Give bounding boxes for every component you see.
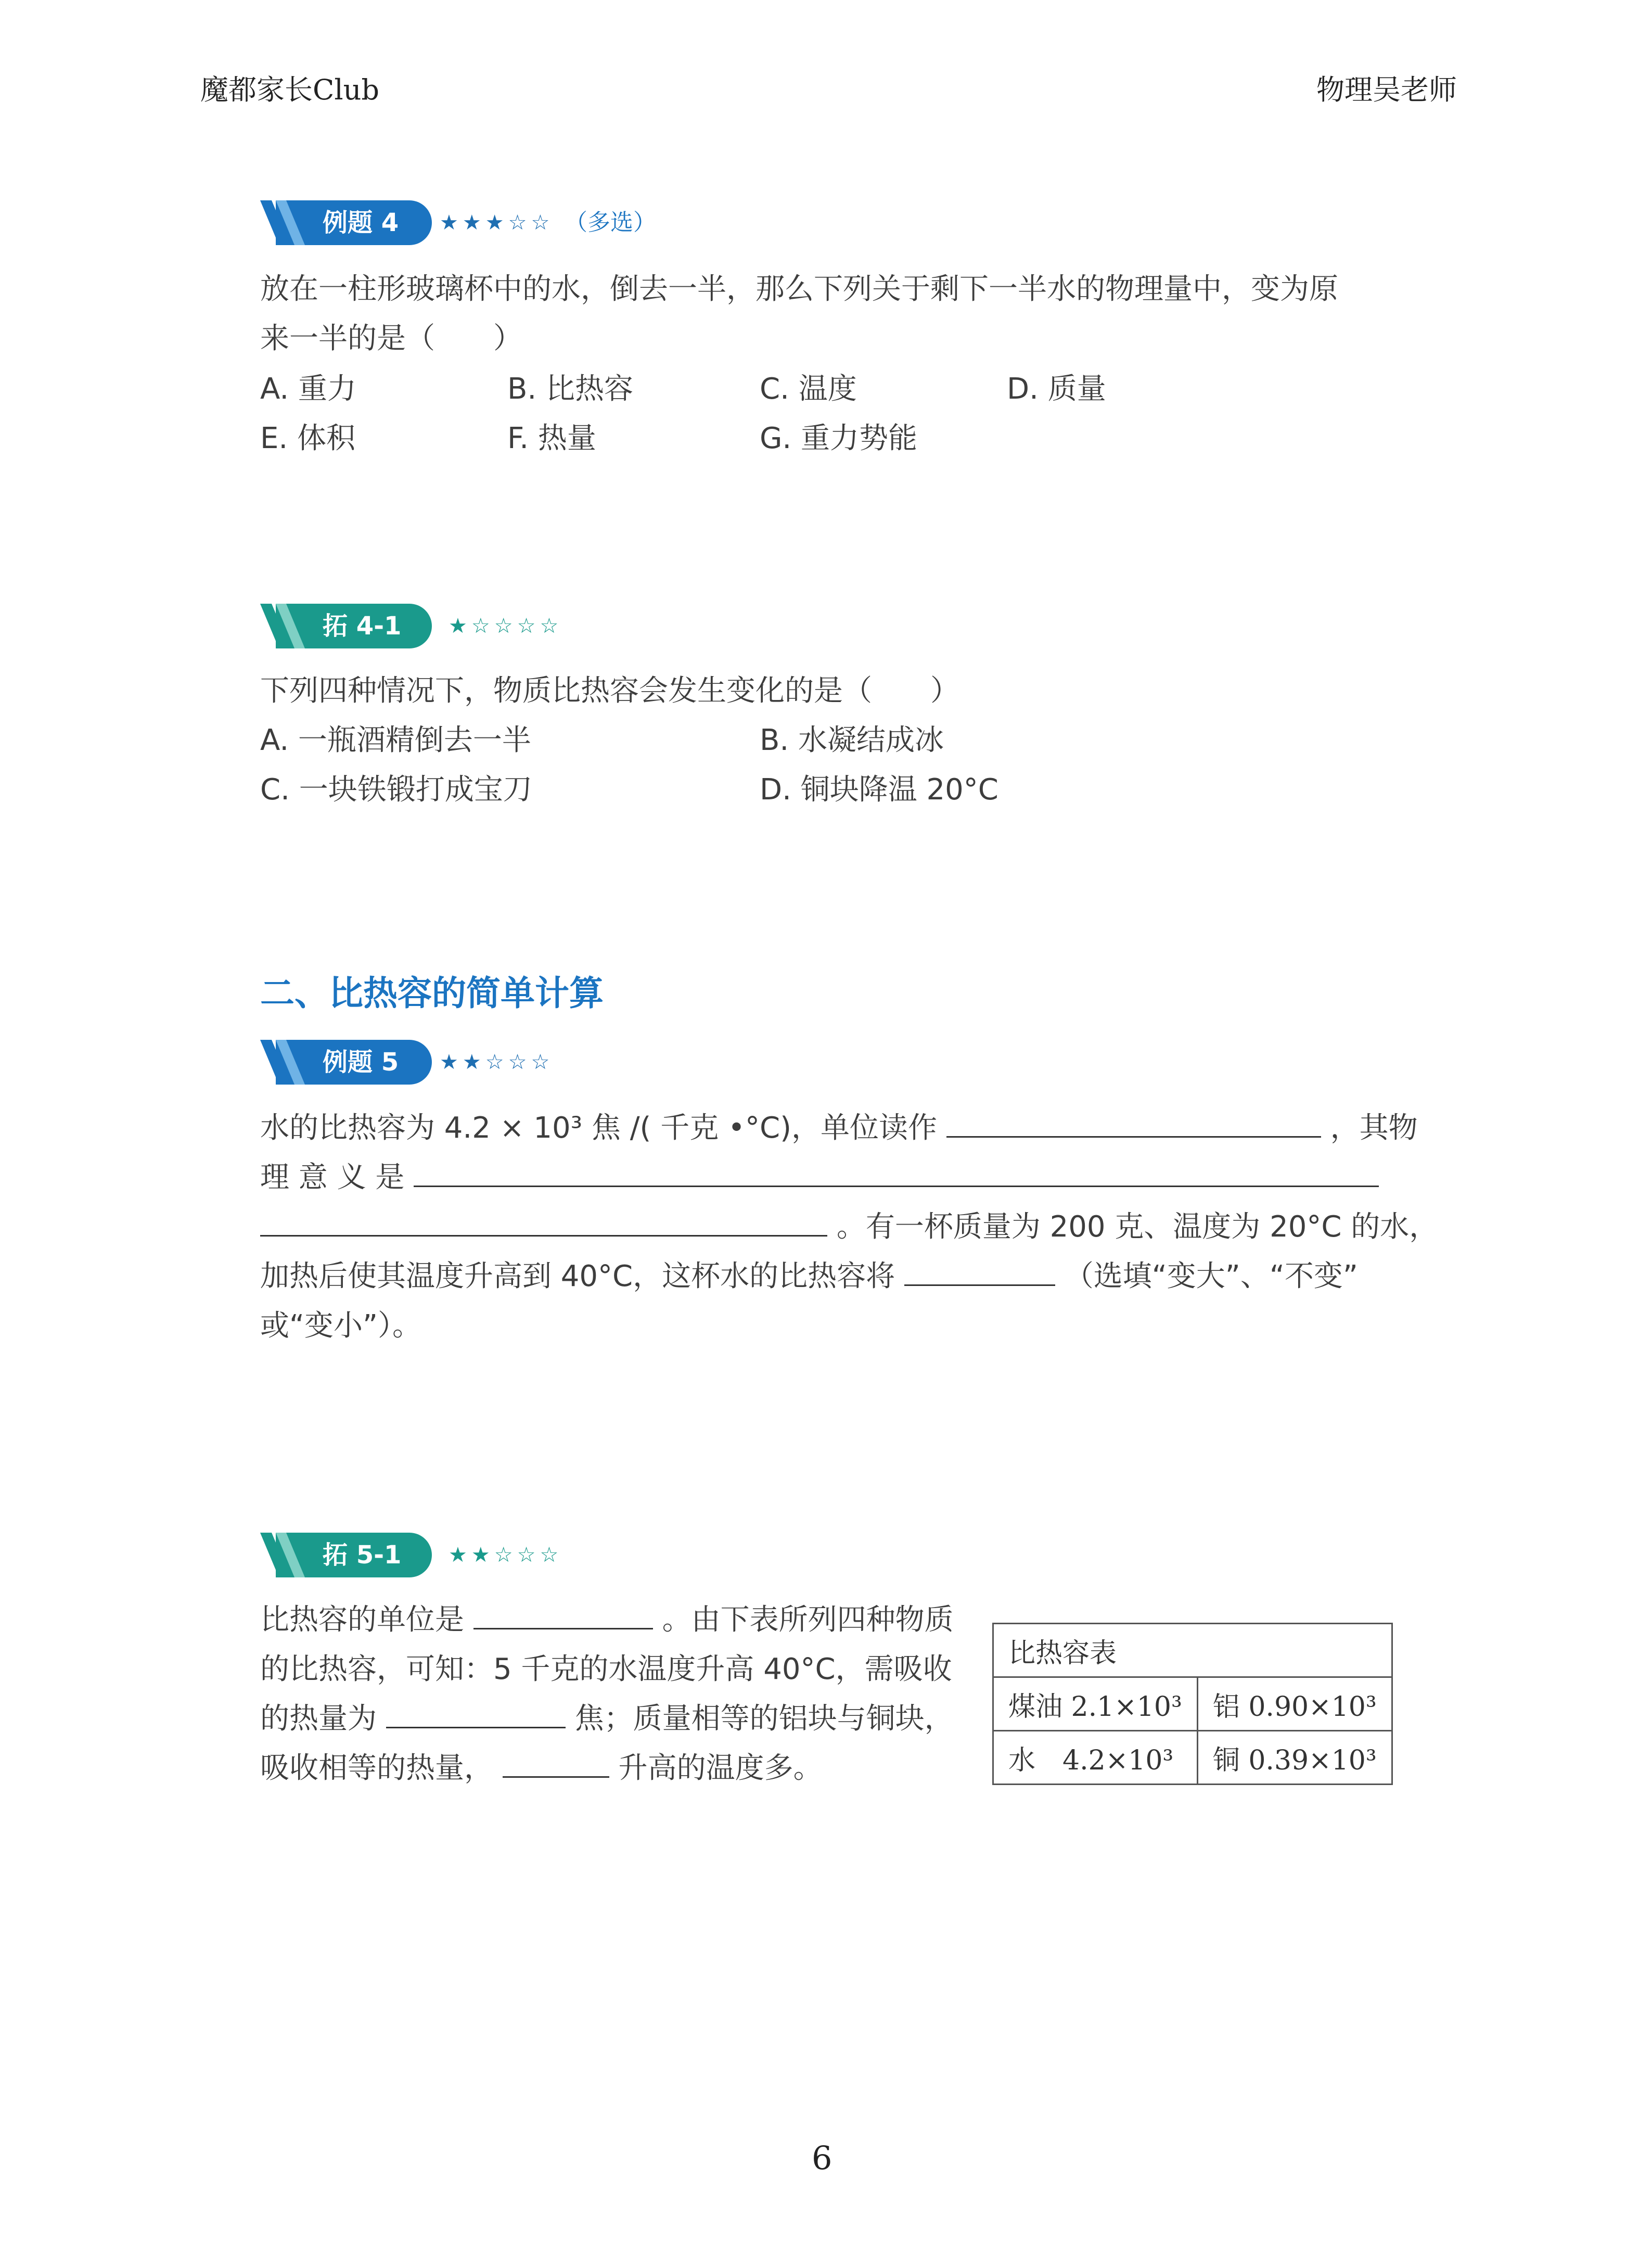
- question-text: 水的比热容为 4.2 × 10³ 焦 /( 千克 •°C)，单位读作: [260, 1111, 937, 1145]
- example-5-tag: [260, 1040, 432, 1085]
- tag-label: 拓 4-1: [323, 612, 402, 641]
- extension-4-1-tag: [260, 604, 432, 648]
- difficulty-stars: ★★★☆☆: [440, 211, 554, 235]
- option-d: D. 铜块降温 20°C: [760, 773, 998, 807]
- table-cell: 铜 0.39×10³: [1197, 1731, 1392, 1785]
- difficulty-stars: ★☆☆☆☆: [449, 614, 563, 638]
- answer-blank[interactable]: [946, 1105, 1321, 1138]
- header-left: 魔都家长Club: [200, 73, 379, 106]
- table-cell: 煤油 2.1×10³: [993, 1677, 1198, 1731]
- tag-label: 例题 5: [323, 1048, 399, 1077]
- question-line: [260, 1595, 954, 1645]
- question-text: 比热容的单位是: [260, 1603, 464, 1637]
- option-f: F. 热量: [507, 422, 596, 455]
- multi-select-note: （多选）: [565, 209, 656, 236]
- table-title: 比热容表: [993, 1624, 1392, 1677]
- answer-blank[interactable]: [503, 1745, 609, 1778]
- question-text: （选填“变大”、“不变”: [1064, 1259, 1358, 1293]
- question-text: 的比热容，可知：5 千克的水温度升高 40°C，需吸收: [260, 1652, 952, 1686]
- specific-heat-table: [992, 1623, 1393, 1785]
- question-line: [260, 1202, 1438, 1252]
- tag-label: 例题 4: [323, 208, 399, 237]
- option-g: G. 重力势能: [760, 422, 917, 455]
- answer-blank[interactable]: [386, 1696, 566, 1728]
- table-row: [993, 1731, 1392, 1785]
- question-text: 下列四种情况下，物质比热容会发生变化的是（ ）: [260, 674, 959, 708]
- question-text: 升高的温度多。: [618, 1751, 823, 1785]
- question-line: [260, 1153, 1379, 1203]
- table-row: [993, 1677, 1392, 1731]
- tag-label: 拓 5-1: [323, 1540, 402, 1570]
- question-text: 的热量为: [260, 1702, 377, 1736]
- difficulty-stars: ★★☆☆☆: [440, 1050, 554, 1074]
- example-4-tag: [260, 200, 432, 245]
- question-text: ，其物: [1330, 1111, 1418, 1145]
- table-cell: 铝 0.90×10³: [1197, 1677, 1392, 1731]
- option-b: B. 比热容: [507, 372, 634, 406]
- option-e: E. 体积: [260, 422, 355, 455]
- answer-blank[interactable]: [904, 1253, 1055, 1286]
- option-c: C. 一块铁锻打成宝刀: [260, 773, 532, 807]
- answer-blank[interactable]: [414, 1154, 1379, 1187]
- question-line: [260, 1103, 1418, 1153]
- question-text: 加热后使其温度升高到 40°C，这杯水的比热容将: [260, 1259, 895, 1293]
- answer-blank[interactable]: [473, 1597, 653, 1629]
- question-text: 。由下表所列四种物质: [662, 1603, 954, 1637]
- table-cell: 水 4.2×10³: [993, 1731, 1198, 1785]
- difficulty-stars: ★★☆☆☆: [449, 1543, 563, 1567]
- option-a: A. 一瓶酒精倒去一半: [260, 723, 531, 757]
- option-b: B. 水凝结成冰: [760, 723, 944, 757]
- question-text: 理 意 义 是: [260, 1161, 405, 1194]
- option-c: C. 温度: [760, 372, 857, 406]
- question-text: 。有一杯质量为 200 克、温度为 20°C 的水，: [836, 1210, 1439, 1244]
- page-number: 6: [812, 2139, 833, 2177]
- question-line: [260, 1743, 823, 1793]
- option-a: A. 重力: [260, 372, 356, 406]
- answer-blank[interactable]: [260, 1204, 827, 1237]
- question-text: 来一半的是（ ）: [260, 322, 522, 355]
- question-line: [260, 1694, 954, 1744]
- question-text: 吸收相等的热量，: [260, 1751, 493, 1785]
- question-text: 或“变小”）。: [260, 1309, 422, 1343]
- extension-5-1-tag: [260, 1533, 432, 1577]
- header-right: 物理吴老师: [1316, 73, 1457, 106]
- option-d: D. 质量: [1007, 372, 1106, 406]
- question-line: [260, 1252, 1358, 1302]
- question-text: 焦；质量相等的铝块与铜块，: [574, 1702, 954, 1736]
- section-title: 二、比热容的简单计算: [260, 973, 604, 1013]
- question-text: 放在一柱形玻璃杯中的水，倒去一半，那么下列关于剩下一半水的物理量中，变为原: [260, 272, 1338, 306]
